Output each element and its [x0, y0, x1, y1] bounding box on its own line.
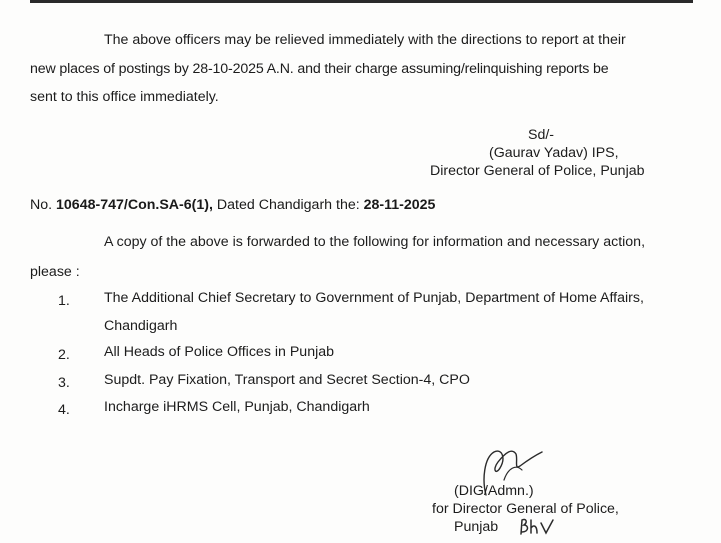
list-item-number: 3.	[58, 375, 70, 391]
list-item-number: 2.	[58, 347, 70, 363]
reference-date: 28-11-2025	[363, 197, 436, 213]
list-item: The Additional Chief Secretary to Government of Punjab, Department of Home Affairs,	[104, 290, 644, 306]
forward-line-2: please :	[30, 264, 80, 280]
paragraph-line-3: sent to this office immediately.	[30, 89, 219, 105]
reference-dated-label: Dated Chandigarh the:	[216, 197, 360, 213]
signatory-name: (Gaurav Yadav) IPS,	[489, 145, 619, 161]
signatory-designation: Director General of Police, Punjab	[430, 163, 645, 179]
reference-number: 10648-747/Con.SA-6(1),	[56, 197, 213, 213]
top-rule	[30, 0, 693, 3]
list-item-number: 4.	[58, 402, 70, 418]
place-punjab: Punjab	[454, 519, 499, 535]
list-item: Supdt. Pay Fixation, Transport and Secret Section-4, CPO	[104, 372, 470, 388]
list-item-number: 1.	[58, 293, 70, 309]
paragraph-line-1: The above officers may be relieved immediately with the directions to report at their	[104, 32, 626, 48]
list-item-continuation: Chandigarh	[104, 318, 178, 334]
reference-no-label: No.	[30, 197, 53, 213]
for-dgp-line: for Director General of Police,	[432, 501, 619, 517]
signature-sd: Sd/-	[528, 127, 555, 143]
paragraph-line-2: new places of postings by 28-10-2025 A.N. and their charge assuming/relinquishing reports be	[30, 61, 609, 77]
handwritten-initials	[518, 514, 558, 538]
list-item: Incharge iHRMS Cell, Punjab, Chandigarh	[104, 399, 370, 415]
list-item: All Heads of Police Offices in Punjab	[104, 344, 335, 360]
dig-admn-title: (DIG/Admn.)	[454, 483, 534, 499]
reference-line	[30, 196, 435, 214]
forward-line-1: A copy of the above is forwarded to the following for information and necessary action,	[104, 234, 646, 250]
